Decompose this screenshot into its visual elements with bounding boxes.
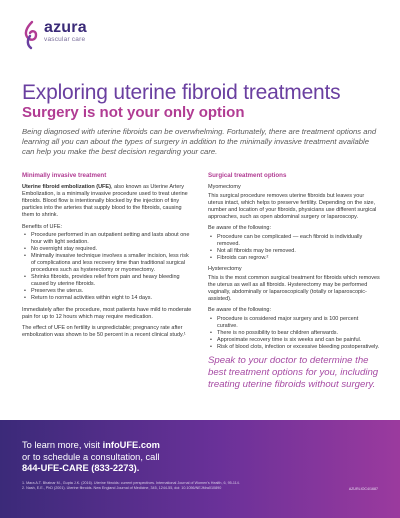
myomectomy-description: This surgical procedure removes uterine fibroids but leaves your uterus intact, which helps to preserve fertility. Depending on the size, number and location of your fibroids, physicians use different surgical approaches, such as open abdominal surgery or laparoscopy. <box>208 192 377 220</box>
list-item: • Shrinks fibroids, provides relief from pain and heavy bleeding caused by uterine fibroids. <box>22 274 194 288</box>
footer-line-1 <box>22 440 160 452</box>
footer-line-2: or to schedule a consultation, call <box>22 451 160 462</box>
myomectomy-aware-heading: Be aware of the following: <box>208 225 271 231</box>
list-item: • Risk of blood clots, infection or excessive bleeding postoperatively. <box>208 344 380 351</box>
benefits-heading: Benefits of UFE: <box>22 223 63 230</box>
phone-number[interactable]: 844-UFE-CARE (833-2273). <box>22 463 140 474</box>
page-title: Exploring uterine fibroid treatments <box>22 81 341 104</box>
ufe-term: Uterine fibroid embolization (UFE) <box>22 184 111 190</box>
logo-subtitle: vascular care <box>44 36 86 43</box>
list-item: • Minimally invasive technique involves a smaller incision, less risk of complications and less recovery time than traditional surgical procedures such as hysterectomy or myomectomy. <box>22 253 194 274</box>
list-item: • Not all fibroids may be removed. <box>208 248 380 255</box>
list-item: • Fibroids can regrow.² <box>208 255 380 262</box>
website-link[interactable]: infoUFE.com <box>102 440 160 450</box>
hysterectomy-list <box>208 316 380 351</box>
myomectomy-list <box>208 234 380 262</box>
call-to-action: Speak to your doctor to determine the best treatment options for you, including treating uterine fibroids without surgery. <box>208 355 379 390</box>
fertility-paragraph: The effect of UFE on fertility is unpredictable; pregnancy rate after embolization was shown to be 50 percent in a recent clinical study.¹ <box>22 325 186 338</box>
ufe-description <box>22 184 194 219</box>
intro-paragraph: Being diagnosed with uterine fibroids can be overwhelming. Fortunately, there are treatment options and learning all you can about the types of surgery in addition to the minimally invasive treatment available can help you make the best decision regarding your care. <box>22 127 377 157</box>
list-item: • Approximate recovery time is six weeks and can be painful. <box>208 337 380 344</box>
references <box>22 481 242 490</box>
ufe-desc-text: , also known as Uterine Artery Embolization, is a minimally invasive procedure used to treat uterine fibroids. Blood flow is intentionally blocked by the injection of tiny particles into the arteries that supply blood to the fibroids, causing them to shrink. <box>22 184 188 218</box>
list-item: • Preserves the uterus. <box>22 288 194 295</box>
azura-logo-icon <box>22 20 40 50</box>
surgical-options-heading: Surgical treatment options <box>208 172 287 179</box>
list-item: • Procedure is considered major surgery and is 100 percent curative. <box>208 316 380 330</box>
hysterectomy-aware-heading: Be aware of the following: <box>208 307 271 313</box>
myomectomy-heading: Myomectomy <box>208 184 241 190</box>
footer-visit-text: To learn more, visit <box>22 440 103 450</box>
minimally-invasive-heading: Minimally invasive treatment <box>22 172 107 179</box>
list-item: • No overnight stay required. <box>22 246 194 253</box>
benefits-list <box>22 232 194 302</box>
azura-logo <box>22 20 87 50</box>
list-item: • There is no possibility to bear children afterwards. <box>208 330 380 337</box>
page-subtitle: Surgery is not your only option <box>22 104 245 121</box>
hysterectomy-heading: Hysterectomy <box>208 266 242 272</box>
list-item: • Return to normal activities within eight to 14 days. <box>22 295 194 302</box>
surgical-options-column <box>208 172 380 396</box>
post-procedure-paragraph: Immediately after the procedure, most patients have mild to moderate pain for up to 12 hours which may require medication. <box>22 306 192 320</box>
footer-banner <box>0 420 400 518</box>
hysterectomy-description: This is the most common surgical treatment for fibroids which removes the uterus as well as all fibroids. Hysterectomy may be performed vaginally, abdominally or laparoscopically (totally or laparoscopic-assisted). <box>208 274 380 302</box>
document-id: AZURLIOC4/1687 <box>348 487 378 491</box>
minimally-invasive-column <box>22 172 194 344</box>
footer-contact <box>22 440 160 475</box>
reference-1: 1. Mara A.T. Bhatnar M., Gupta J.K. (2016). Uterine fibroids: current perspectives. International Journal of Women's Health, 6, 95-114. <box>22 481 240 485</box>
logo-name: azura <box>44 19 87 36</box>
list-item: • Procedure performed in an outpatient setting and lasts about one hour with light sedation. <box>22 232 194 246</box>
reference-2: 2. Nash, E.E., PhD (2001). Uterine fibroids. New England Journal of Medicine, 345, 1244-55, doi: 10.1056/NEJMra010890 <box>22 485 222 490</box>
list-item: • Procedure can be complicated — each fibroid is individually removed. <box>208 234 380 248</box>
